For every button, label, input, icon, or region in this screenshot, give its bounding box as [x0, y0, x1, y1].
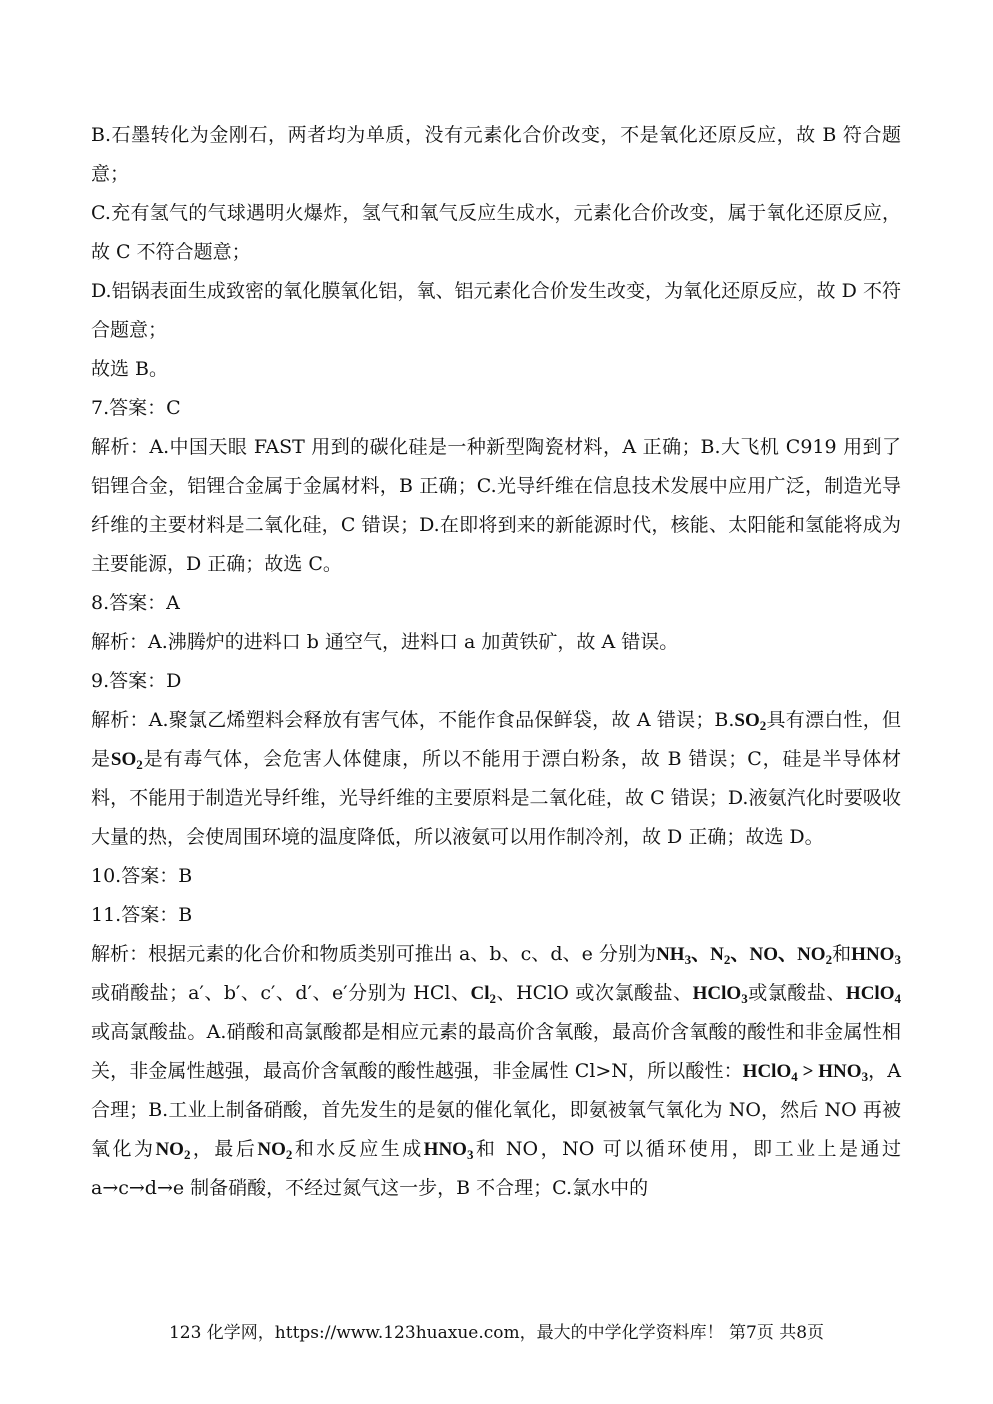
analysis-8: 解析：A.沸腾炉的进料口 b 通空气，进料口 a 加黄铁矿，故 A 错误。: [91, 631, 679, 653]
analysis-11-text: 或高氯酸盐。A.硝酸和高氯酸都是相应元素的最高价含氧酸，最高价含氧酸的酸性和非金属性相关，非金属性越强，最高价含氧酸的酸性越强，非金属性 Cl>N，所以酸性：: [91, 1021, 901, 1082]
separator: 、: [777, 944, 798, 965]
analysis-11-text: 和: [832, 943, 852, 965]
separator: 、: [730, 944, 750, 965]
analysis-11-text: 、HClO 或次氯酸盐、: [496, 982, 693, 1004]
analysis-11-text: ，A 合理；B.工业上制备硝酸，首先发生的是氨的催化氧化，即氨被氧气氧化为 NO，然后 NO 再被氧化为: [91, 1060, 901, 1160]
formula-cl2: $Cl_2$: [470, 983, 497, 1006]
analysis-9-text: 具有漂白性，但是: [91, 709, 901, 770]
formula-hno3: $HNO_3$: [423, 1139, 474, 1162]
formula-hclo3: HClO$_3$: [692, 983, 748, 1006]
option-c-paragraph: C.充有氢气的气球遇明火爆炸，氢气和氧气反应生成水，元素化合价改变，属于氧化还原反应，故 C 不符合题意；: [91, 202, 901, 263]
separator: 、: [691, 944, 711, 965]
analysis-7: 解析：A.中国天眼 FAST 用到的碳化硅是一种新型陶瓷材料，A 正确；B.大飞机 C919 用到了铝锂合金，铝锂合金属于金属材料，B 正确；C.光导纤维在信息技术发展中应用广泛，制造光导纤维的主要材料是二氧化硅，C 错误；D.在即将到来的新能源时代，核能、太阳能和氢能将成为主要能源，D 正确；故选 C。: [91, 436, 901, 575]
answer-11: 11.答案：B: [91, 904, 193, 926]
formula-n2: $N_2$: [710, 944, 731, 967]
formula-so2: $SO_2$: [734, 710, 767, 733]
formula-nh3: $NH_3$: [656, 944, 692, 967]
analysis-9-text: 是有毒气体，会危害人体健康，所以不能用于漂白粉条，故 B 错误；C，硅是半导体材料，不能用于制造光导纤维，光导纤维的主要原料是二氧化硅，故 C 错误；D.液氨汽化时要吸收大量的热，会使周围环境的温度降低，所以液氨可以用作制冷剂，故 D 正确；故选 D。: [91, 748, 901, 848]
formula-no: NO: [749, 944, 778, 965]
formula-acidity-comparison: HClO$_4$ > $HNO_3$: [742, 1061, 869, 1084]
analysis-11-text: 和水反应生成: [292, 1138, 424, 1160]
analysis-11-text: 解析：根据元素的化合价和物质类别可推出 a、b、c、d、e 分别为: [91, 943, 657, 965]
formula-hclo4: HClO$_4$: [845, 983, 901, 1006]
option-b-paragraph: B.石墨转化为金刚石，两者均为单质，没有元素化合价改变，不是氧化还原反应，故 B 符合题意；: [91, 124, 901, 185]
formula-no2: $NO_2$: [155, 1139, 191, 1162]
answer-7: 7.答案：C: [91, 397, 181, 419]
answer-8: 8.答案：A: [91, 592, 180, 614]
formula-so2: $SO_2$: [110, 749, 143, 772]
analysis-9: [91, 701, 901, 857]
analysis-11-text: 或氯酸盐、: [747, 982, 846, 1004]
page-body: [91, 116, 901, 1208]
answer-9: 9.答案：D: [91, 670, 182, 692]
conclusion-6: 故选 B。: [91, 358, 169, 380]
analysis-11-text: ，最后: [190, 1138, 258, 1160]
page-footer: 123 化学网，https://www.123huaxue.com，最大的中学化学资料库！ 第7页 共8页: [168, 1323, 825, 1343]
analysis-9-text: 解析：A.聚氯乙烯塑料会释放有害气体，不能作食品保鲜袋，故 A 错误；B.: [91, 709, 735, 731]
analysis-11: [91, 935, 901, 1208]
answer-10: 10.答案：B: [91, 865, 193, 887]
formula-hno3: $HNO_3$: [851, 944, 901, 967]
formula-no2: $NO_2$: [797, 944, 833, 967]
option-d-paragraph: D.铝锅表面生成致密的氧化膜氧化铝，氧、铝元素化合价发生改变，为氧化还原反应，故 D 不符合题意；: [91, 280, 901, 341]
formula-no2: $NO_2$: [257, 1139, 293, 1162]
analysis-11-text: 和 NO，NO 可以循环使用，即工业上是通过 a→c→d→e 制备硝酸，不经过氮气这一步，B 不合理；C.氯水中的: [91, 1138, 901, 1199]
analysis-11-text: 或硝酸盐；a′、b′、c′、d′、e′分别为 HCl、: [91, 982, 471, 1004]
